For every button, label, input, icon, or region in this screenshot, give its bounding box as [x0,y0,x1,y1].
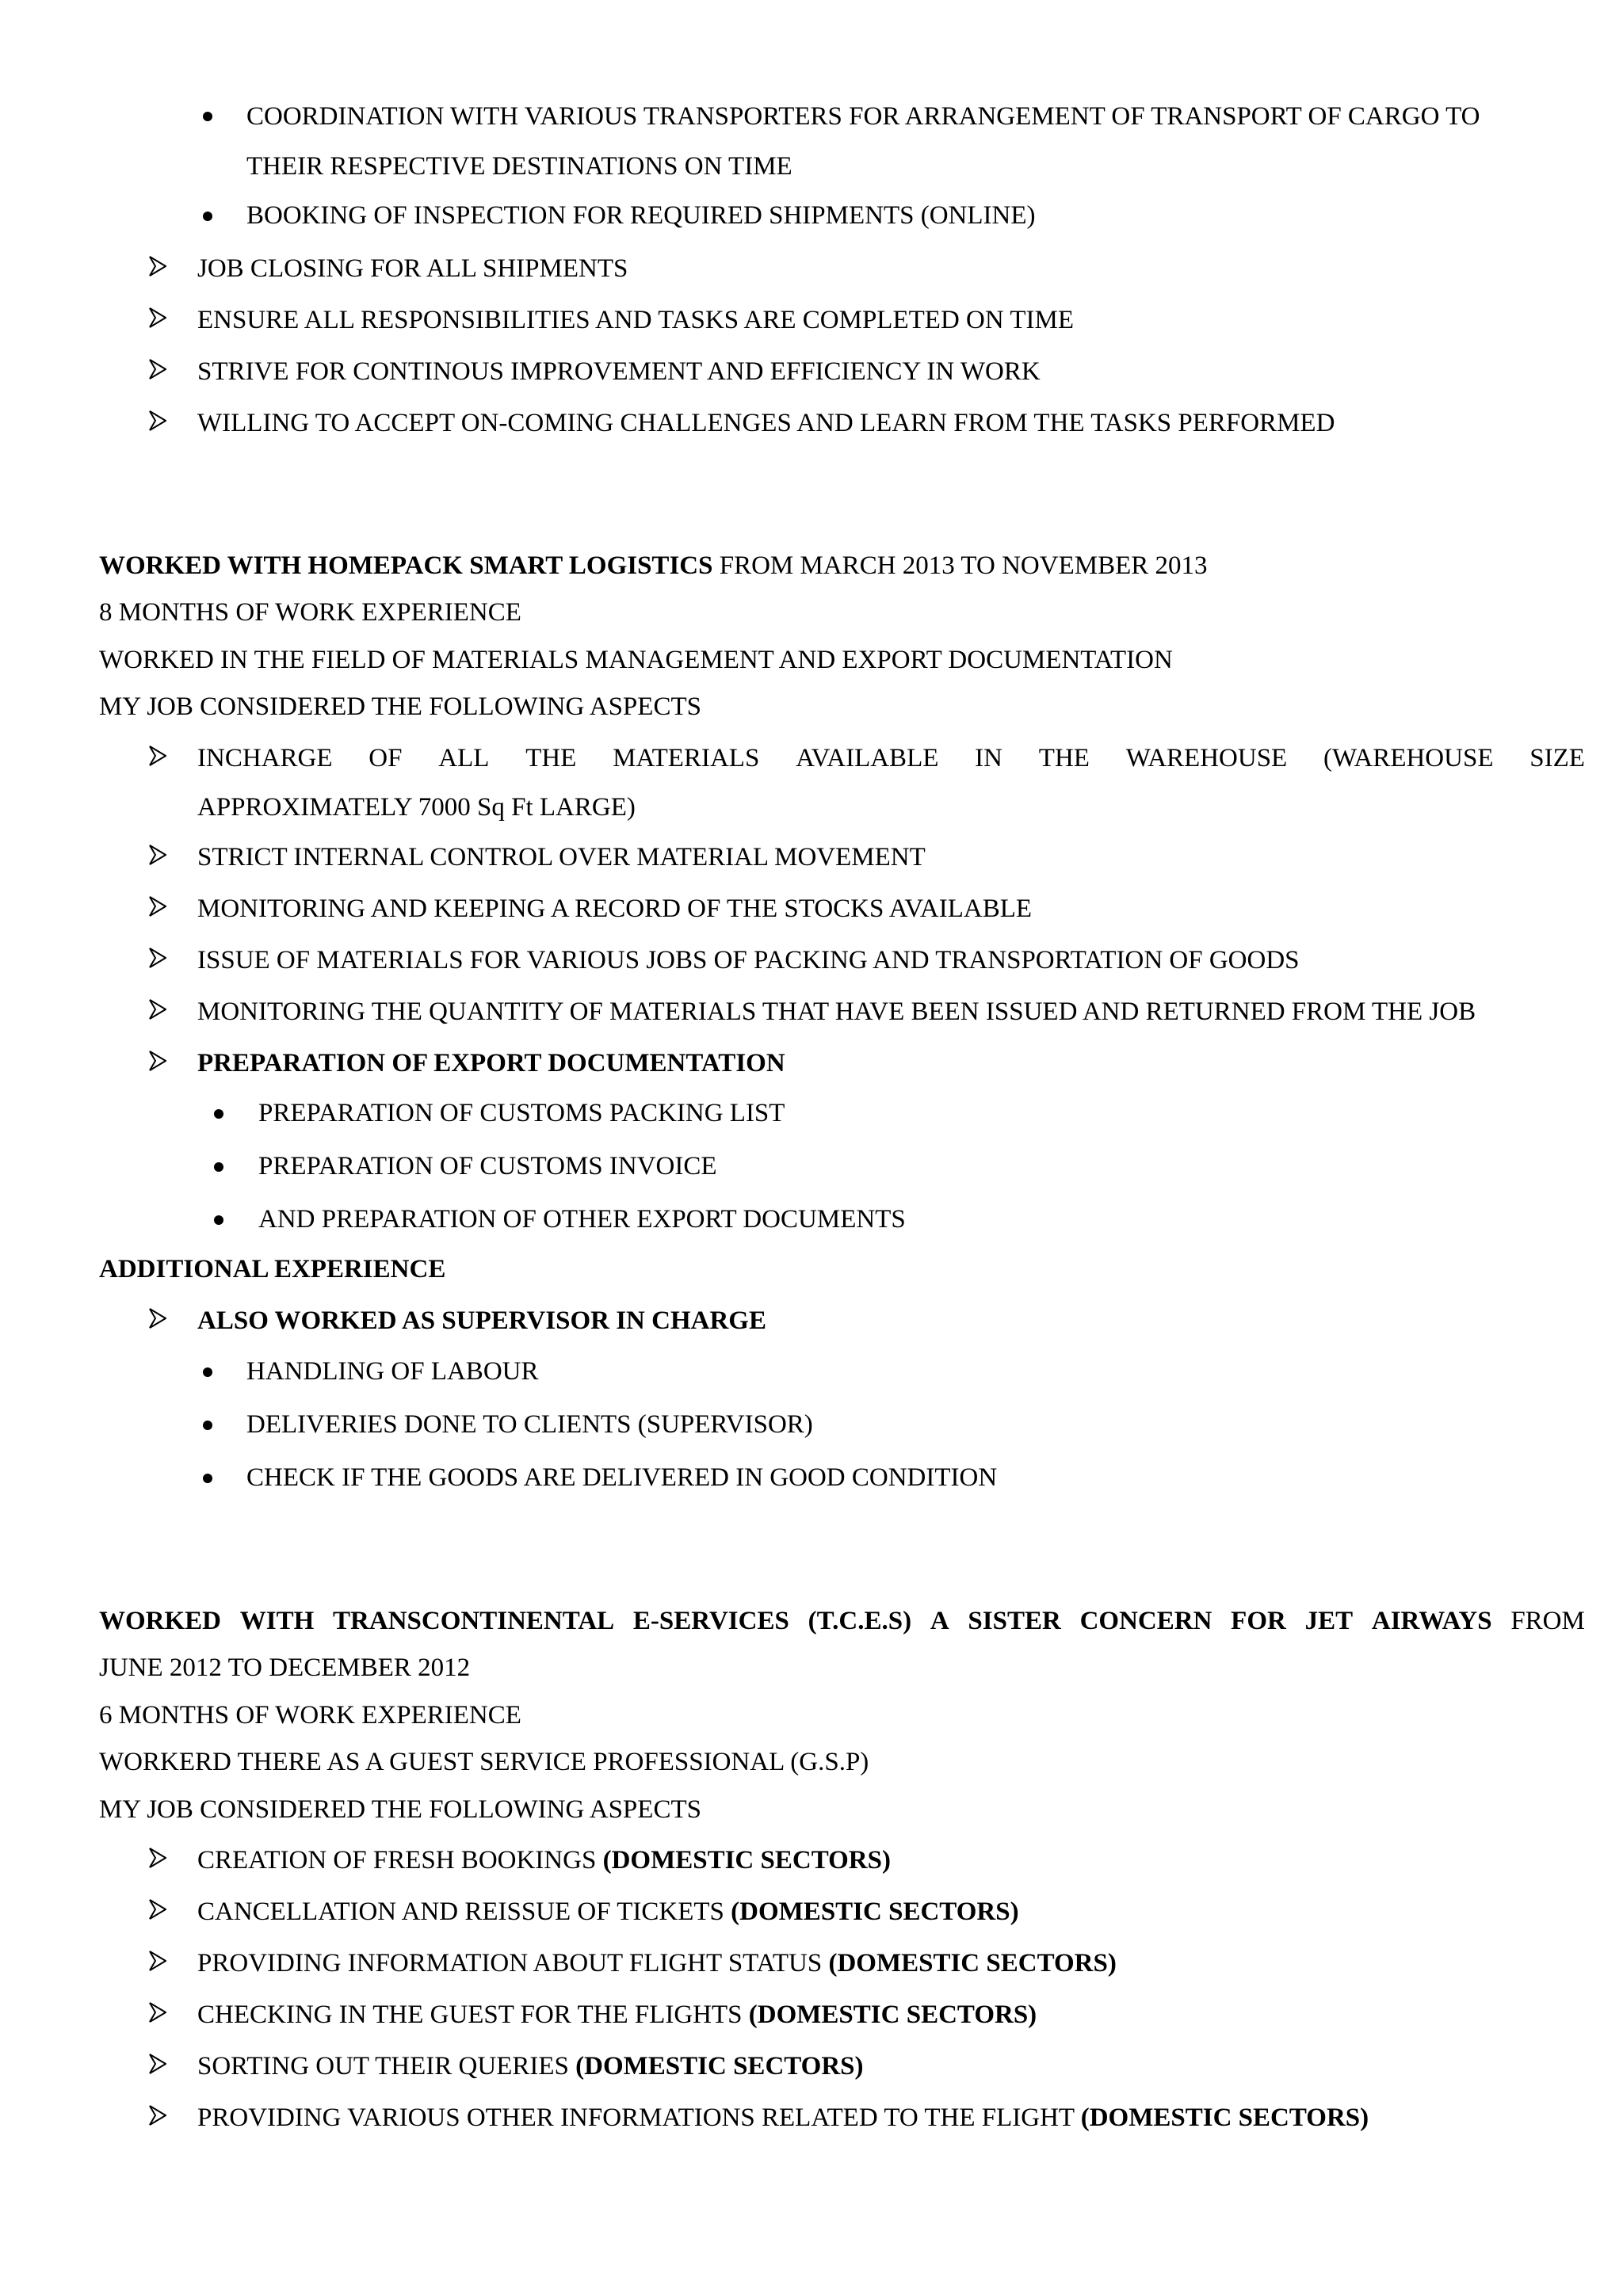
tces-item: SORTING OUT THEIR QUERIES (DOMESTIC SECTORS) [197,2052,864,2081]
tces-heading-line-1: WORKED WITH TRANSCONTINENTAL E-SERVICES (T.C.E.S) A SISTER CONCERN FOR JET AIRWAYS FROM [99,1607,1585,1635]
bullet-icon [214,1109,223,1119]
sector-label: (DOMESTIC SECTORS) [748,2000,1037,2029]
arrow-bullet-icon [149,948,166,968]
export-item: PREPARATION OF CUSTOMS PACKING LIST [258,1099,785,1127]
bullet-icon [203,212,212,221]
arrow-bullet-icon [149,1051,166,1071]
bullet-icon [203,1367,212,1377]
additional-experience-heading: ADDITIONAL EXPERIENCE [99,1255,446,1283]
incharge-line-1: INCHARGE OF ALL THE MATERIALS AVAILABLE IN THE WAREHOUSE (WAREHOUSE SIZE [197,744,1585,772]
sector-label: (DOMESTIC SECTORS) [575,2052,864,2081]
homepack-duration: 8 MONTHS OF WORK EXPERIENCE [99,598,521,627]
bullet-icon [203,1474,212,1483]
tces-aspects: MY JOB CONSIDERED THE FOLLOWING ASPECTS [99,1795,701,1824]
arrow-item: JOB CLOSING FOR ALL SHIPMENTS [197,254,628,283]
tces-item: PROVIDING INFORMATION ABOUT FLIGHT STATUS (DOMESTIC SECTORS) [197,1949,1117,1978]
arrow-item: ISSUE OF MATERIALS FOR VARIOUS JOBS OF PACKING AND TRANSPORTATION OF GOODS [197,946,1300,974]
sector-label: (DOMESTIC SECTORS) [602,1846,891,1875]
arrow-item: STRICT INTERNAL CONTROL OVER MATERIAL MOVEMENT [197,843,926,871]
arrow-bullet-icon [149,1951,166,1971]
tces-duration: 6 MONTHS OF WORK EXPERIENCE [99,1701,521,1730]
tces-item: PROVIDING VARIOUS OTHER INFORMATIONS RELATED TO THE FLIGHT (DOMESTIC SECTORS) [197,2103,1369,2132]
supervisor-item: DELIVERIES DONE TO CLIENTS (SUPERVISOR) [246,1410,813,1439]
arrow-bullet-icon [149,1308,166,1329]
arrow-bullet-icon [149,410,166,431]
arrow-item: MONITORING THE QUANTITY OF MATERIALS THAT HAVE BEEN ISSUED AND RETURNED FROM THE JOB [197,997,1476,1026]
coordination-line-1: COORDINATION WITH VARIOUS TRANSPORTERS FOR ARRANGEMENT OF TRANSPORT OF CARGO TO [246,102,1480,131]
bullet-icon [214,1215,223,1225]
bullet-icon [203,1421,212,1430]
arrow-item: STRIVE FOR CONTINOUS IMPROVEMENT AND EFFICIENCY IN WORK [197,357,1041,386]
tces-heading-line-2: JUNE 2012 TO DECEMBER 2012 [99,1653,471,1682]
sector-label: (DOMESTIC SECTORS) [731,1897,1019,1926]
sector-label: (DOMESTIC SECTORS) [1080,2103,1369,2132]
homepack-company: WORKED WITH HOMEPACK SMART LOGISTICS [99,551,713,580]
export-item: AND PREPARATION OF OTHER EXPORT DOCUMENTS [258,1205,906,1234]
tces-item: CHECKING IN THE GUEST FOR THE FLIGHTS (DOMESTIC SECTORS) [197,2000,1037,2029]
homepack-dates: FROM MARCH 2013 TO NOVEMBER 2013 [719,551,1208,580]
arrow-bullet-icon [149,2002,166,2023]
arrow-bullet-icon [149,845,166,865]
booking-inspection-item: BOOKING OF INSPECTION FOR REQUIRED SHIPMENTS (ONLINE) [246,201,1036,230]
supervisor-item: CHECK IF THE GOODS ARE DELIVERED IN GOOD CONDITION [246,1463,998,1492]
arrow-item: ENSURE ALL RESPONSIBILITIES AND TASKS ARE COMPLETED ON TIME [197,306,1074,334]
arrow-bullet-icon [149,896,166,917]
tces-item: CREATION OF FRESH BOOKINGS (DOMESTIC SECTORS) [197,1846,891,1875]
arrow-bullet-icon [149,2105,166,2126]
arrow-bullet-icon [149,307,166,328]
coordination-line-2: THEIR RESPECTIVE DESTINATIONS ON TIME [246,152,792,181]
arrow-item: WILLING TO ACCEPT ON-COMING CHALLENGES AND LEARN FROM THE TASKS PERFORMED [197,409,1335,437]
homepack-aspects: MY JOB CONSIDERED THE FOLLOWING ASPECTS [99,692,701,721]
arrow-bullet-icon [149,256,166,277]
arrow-bullet-icon [149,1899,166,1920]
export-documentation-heading: PREPARATION OF EXPORT DOCUMENTATION [197,1049,785,1077]
supervisor-item: HANDLING OF LABOUR [246,1357,539,1386]
arrow-bullet-icon [149,359,166,379]
arrow-bullet-icon [149,746,166,766]
supervisor-heading: ALSO WORKED AS SUPERVISOR IN CHARGE [197,1306,766,1335]
arrow-bullet-icon [149,1848,166,1868]
arrow-bullet-icon [149,999,166,1020]
tces-role: WORKERD THERE AS A GUEST SERVICE PROFESSIONAL (G.S.P) [99,1748,869,1776]
arrow-bullet-icon [149,2054,166,2074]
incharge-line-2: APPROXIMATELY 7000 Sq Ft LARGE) [197,793,636,822]
sector-label: (DOMESTIC SECTORS) [828,1949,1117,1978]
bullet-icon [203,112,212,121]
homepack-heading [99,553,1208,579]
tces-item: CANCELLATION AND REISSUE OF TICKETS (DOMESTIC SECTORS) [197,1897,1019,1926]
bullet-icon [214,1162,223,1172]
homepack-field: WORKED IN THE FIELD OF MATERIALS MANAGEMENT AND EXPORT DOCUMENTATION [99,646,1173,674]
export-item: PREPARATION OF CUSTOMS INVOICE [258,1152,717,1180]
arrow-item: MONITORING AND KEEPING A RECORD OF THE STOCKS AVAILABLE [197,894,1033,923]
